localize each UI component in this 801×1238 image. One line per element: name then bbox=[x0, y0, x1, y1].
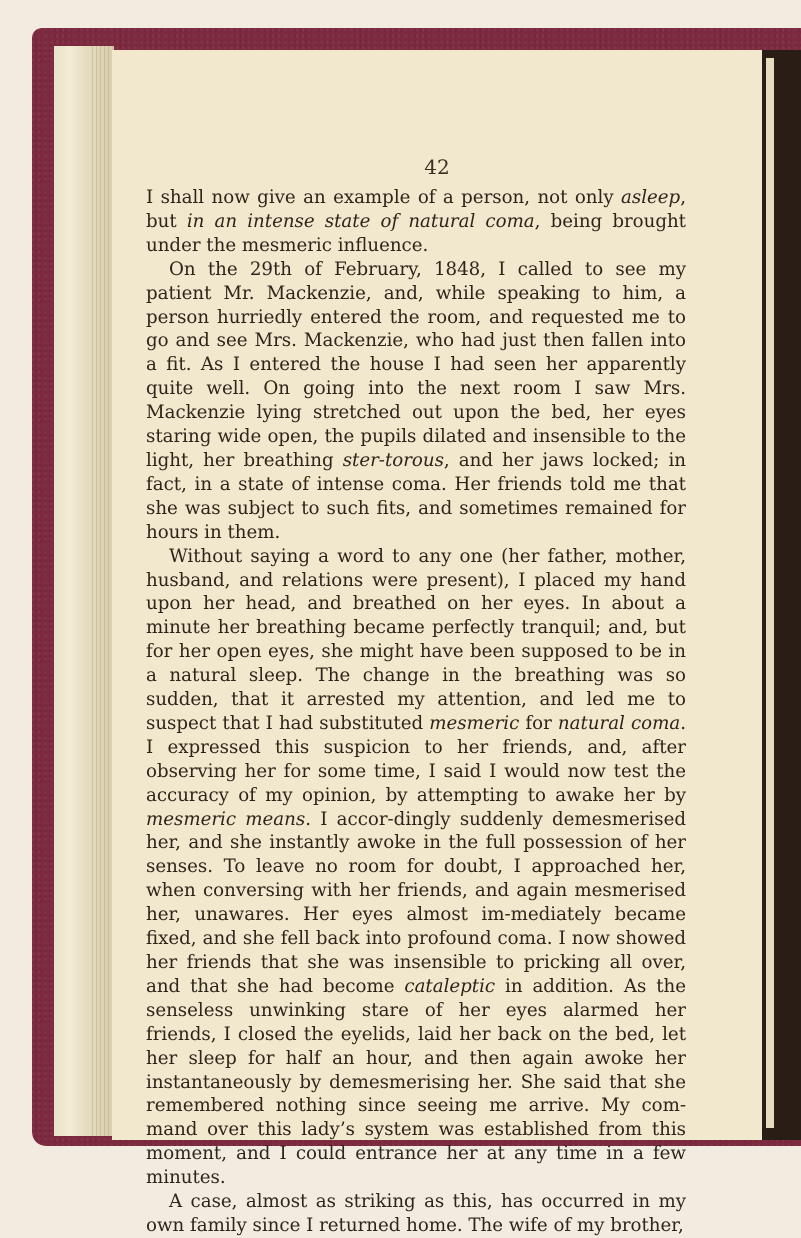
body-text: . I expressed this suspicion to her friends, and, after observing her for some time, I said I would now test the accuracy of my opinion, by attempting to awake her by bbox=[146, 712, 686, 806]
body-text: . I accor-dingly suddenly demesmerised her, and she instantly awoke in the full possession of her senses. To leave no room for doubt, I approached her, when conversing with her friends, and again mesmerised her, unawares. Her eyes almost im-mediately became fixed, and she fell back into profound coma. I now showed her friends that she was insensible to pricking all over, and that she had become bbox=[146, 808, 686, 997]
body-text: , and her jaws locked; in fact, in a state of intense coma. Her friends told me that she was subject to such fits, and sometimes remained for hours in them. bbox=[146, 449, 686, 543]
italic-text: mesmeric means bbox=[146, 808, 306, 830]
body-text: , but bbox=[146, 187, 686, 232]
page-number: 42 bbox=[424, 155, 450, 179]
body-text: for bbox=[519, 712, 558, 734]
italic-text: in an intense state of natural coma bbox=[186, 210, 535, 232]
italic-text: ster-torous bbox=[342, 449, 444, 471]
paragraph bbox=[146, 545, 686, 1190]
book-right-edge bbox=[762, 50, 801, 1140]
paragraph bbox=[146, 258, 686, 545]
stacked-page-edges bbox=[54, 46, 114, 1136]
paragraph bbox=[146, 186, 686, 258]
right-page-edge bbox=[766, 58, 774, 1128]
body-text: On the 29th of February, 1848, I called to see my patient Mr. Mackenzie, and, while speaking to him, a person hurriedly entered the room, and requested me to go and see Mrs. Mackenzie, who had just then fallen into a fit. As I entered the house I had seen her apparently quite well. On going into the next room I saw Mrs. Mackenzie lying stretched out upon the bed, her eyes staring wide open, the pupils dilated and insensible to the light, her breathing bbox=[146, 258, 686, 471]
page-body-text bbox=[146, 186, 686, 1238]
body-text: , being brought under the mesmeric influence. bbox=[146, 210, 686, 256]
paragraph bbox=[146, 1190, 686, 1238]
body-text: A case, almost as striking as this, has occurred in my own family since I returned home. The wife of my brother, bbox=[146, 1191, 686, 1236]
page-edge-shading bbox=[92, 46, 114, 1136]
body-text: Without saying a word to any one (her father, mother, husband, and relations were present), I placed my hand upon her head, and breathed on her eyes. In about a minute her breathing became perfectly tranquil; and, but for her open eyes, she might have been supposed to be in a natural sleep. The change in the breathing was so sudden, that it arrested my attention, and led me to suspect that I had substituted bbox=[146, 545, 686, 734]
italic-text: asleep bbox=[621, 187, 681, 208]
italic-text: mesmeric bbox=[429, 712, 520, 734]
italic-text: cataleptic bbox=[404, 975, 496, 997]
body-text: I shall now give an example of a person, not only bbox=[146, 187, 622, 208]
body-text: in addition. As the senseless unwinking stare of her eyes alarmed her friends, I closed the eyelids, laid her back on the bed, let her sleep for half an hour, and then again awoke her instantaneously by demesmerising her. She said that she remembered nothing since seeing me arrive. My com-mand over this lady’s system was established from this moment, and I could entrance her at any time in a few minutes. bbox=[146, 975, 686, 1189]
italic-text: natural coma bbox=[557, 712, 681, 734]
